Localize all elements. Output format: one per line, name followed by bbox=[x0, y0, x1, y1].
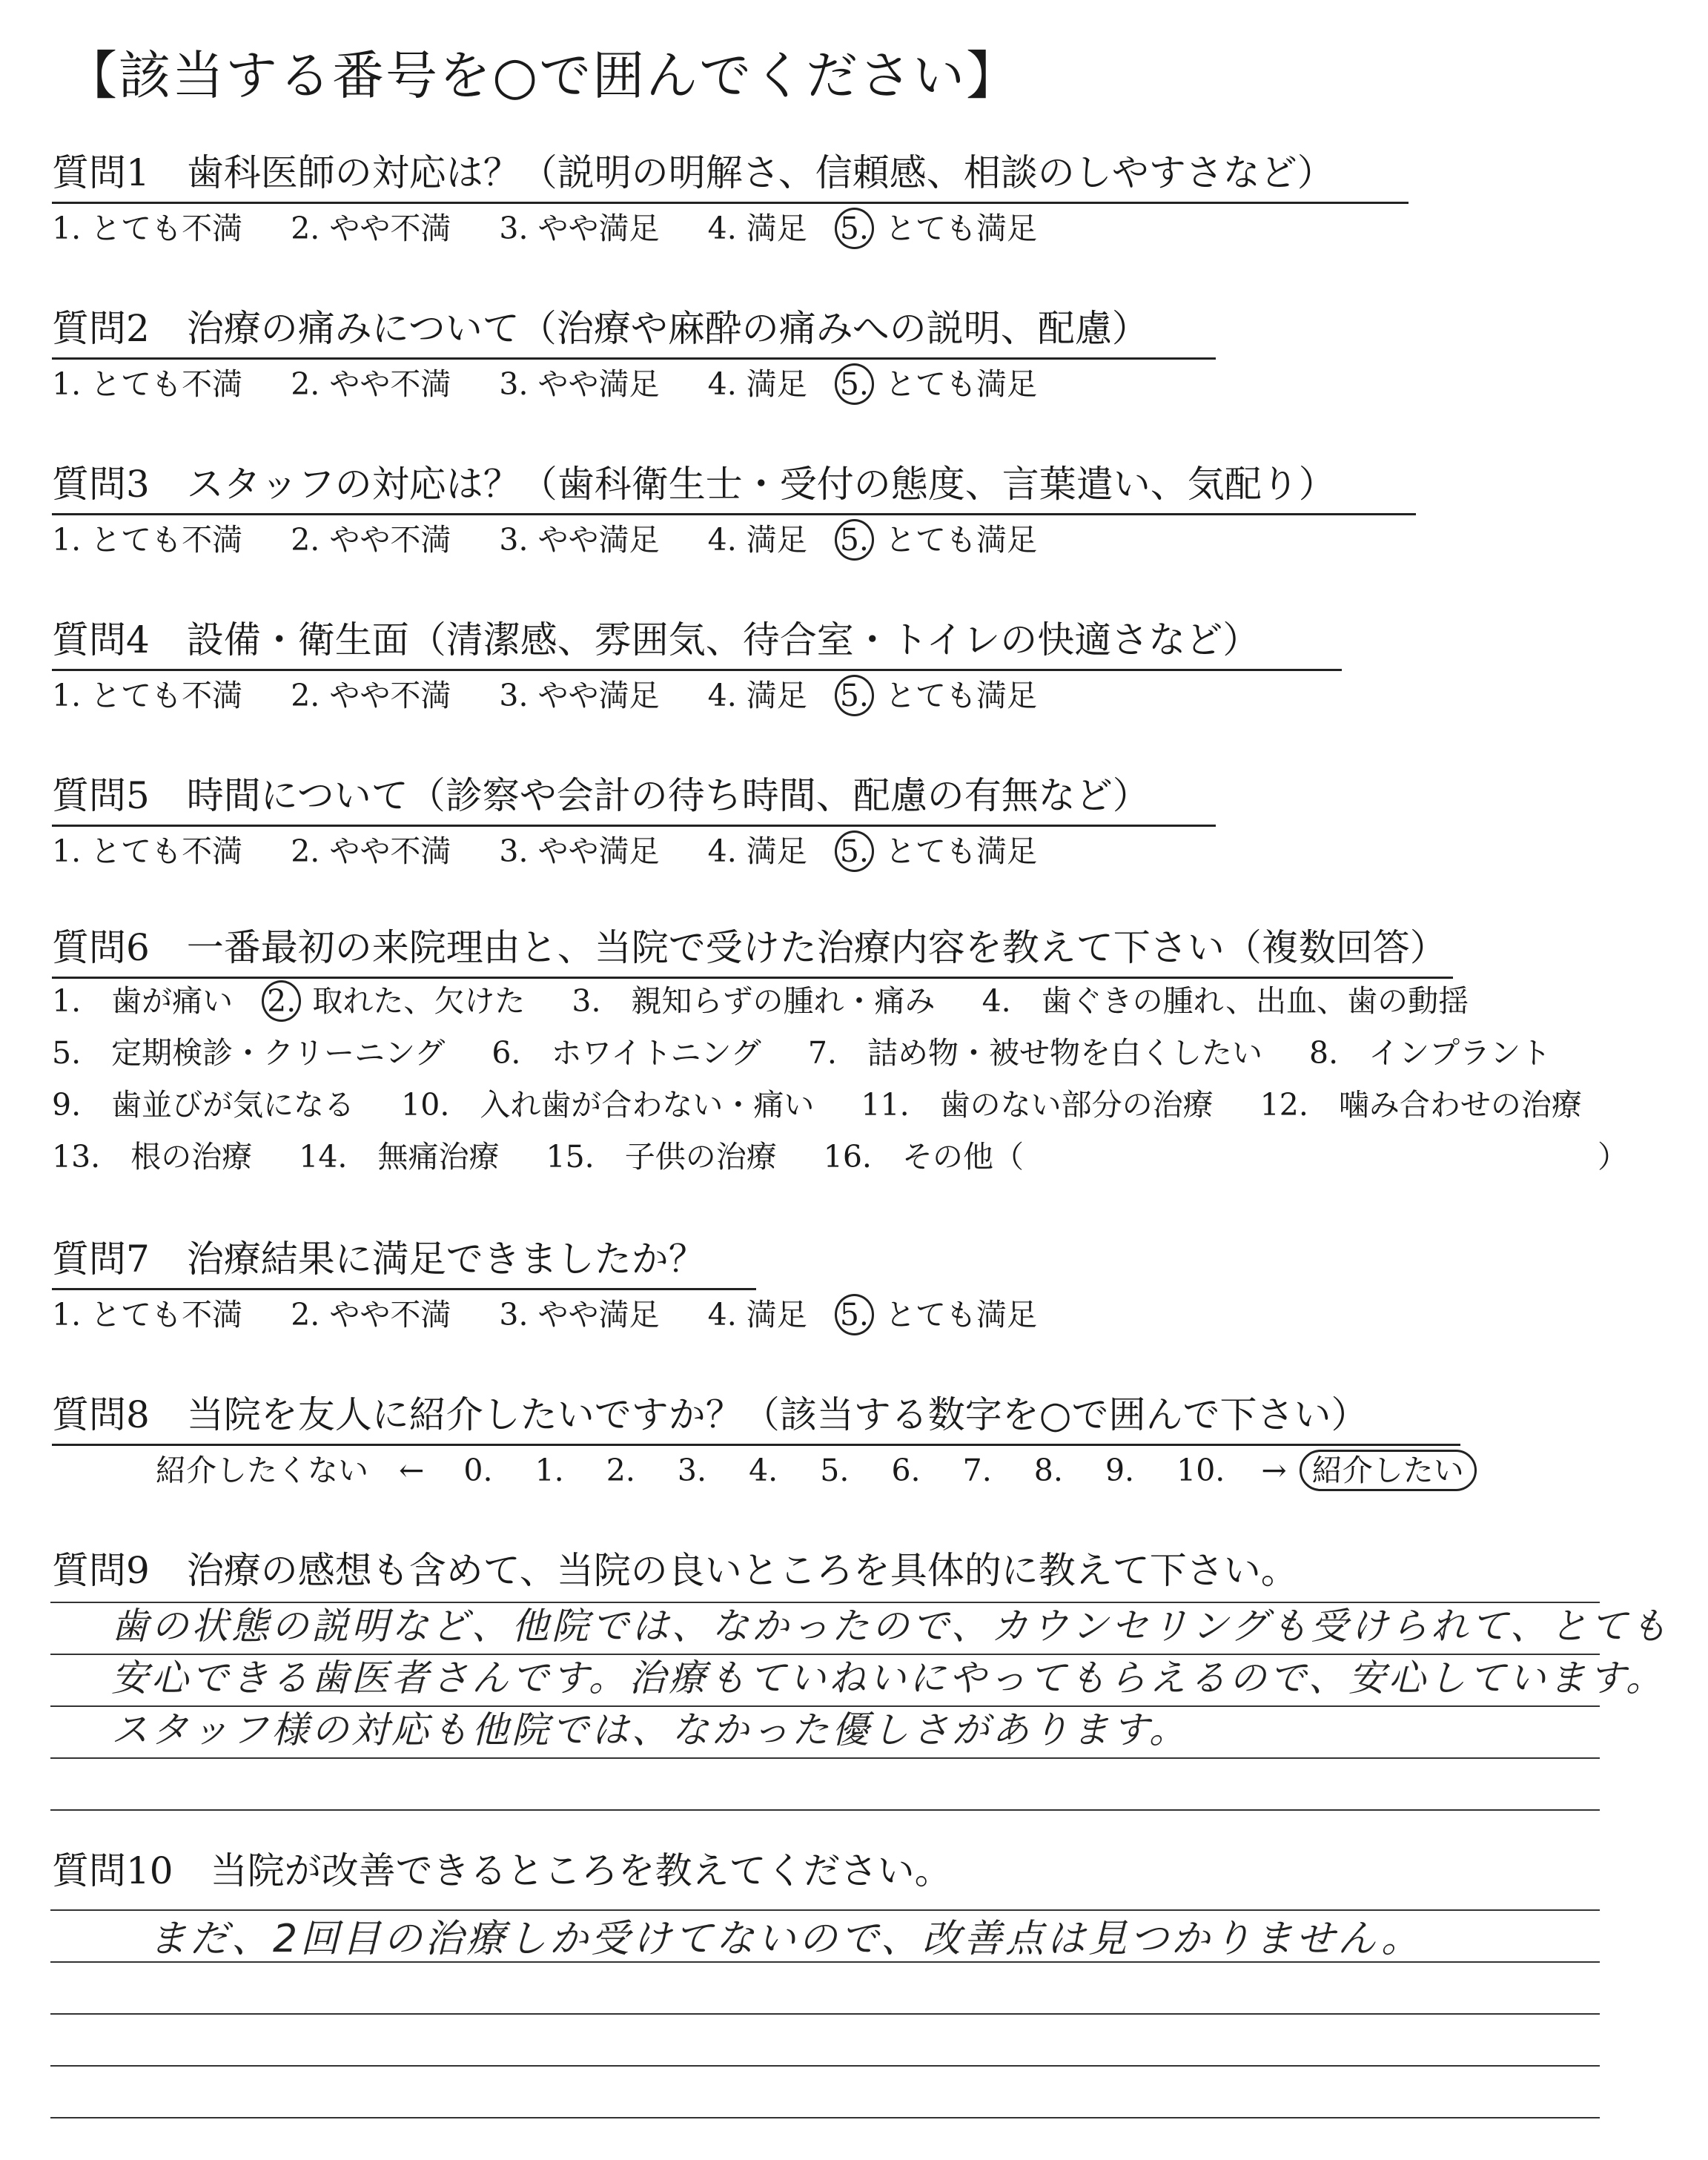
question-2-underline bbox=[52, 357, 1216, 360]
question-4: 質問4 設備・衛生面（清潔感、雰囲気、待合室・トイレの快適さなど） bbox=[52, 618, 1260, 661]
question-1-options bbox=[52, 208, 1037, 249]
q6-option-3[interactable]: 3. 親知らずの腫れ・痛み bbox=[572, 983, 936, 1019]
question-6-row-2 bbox=[52, 1032, 1551, 1074]
scale-10[interactable]: 10. bbox=[1176, 1453, 1225, 1488]
option-4[interactable]: 4. 満足 bbox=[707, 522, 807, 558]
answer-line-9-4 bbox=[50, 1757, 1600, 1759]
scale-4[interactable]: 4. bbox=[749, 1453, 778, 1488]
scale-3[interactable]: 3. bbox=[677, 1453, 707, 1488]
scale-8[interactable]: 8. bbox=[1033, 1453, 1063, 1488]
question-6-row-4 bbox=[52, 1136, 1024, 1178]
scale-right-label-circled[interactable]: 紹介したい bbox=[1300, 1450, 1477, 1491]
option-3[interactable]: 3. やや満足 bbox=[499, 833, 660, 869]
q6-option-5[interactable]: 5. 定期検診・クリーニング bbox=[52, 1035, 446, 1071]
option-5-circled[interactable]: 5. bbox=[835, 830, 874, 872]
option-2[interactable]: 2. やや不満 bbox=[291, 522, 451, 558]
question-9: 質問9 治療の感想も含めて、当院の良いところを具体的に教えて下さい。 bbox=[52, 1549, 1298, 1592]
answer-line-10-3 bbox=[50, 2013, 1600, 2015]
option-2[interactable]: 2. やや不満 bbox=[291, 833, 451, 869]
question-8-scale bbox=[156, 1450, 1477, 1491]
option-1[interactable]: 1. とても不満 bbox=[52, 678, 243, 713]
scale-6[interactable]: 6. bbox=[891, 1453, 921, 1488]
q6-other-close: ） bbox=[1598, 1139, 1628, 1175]
answer-line-10-4 bbox=[50, 2065, 1600, 2067]
question-3: 質問3 スタッフの対応は？（歯科衛生士・受付の態度、言葉遣い、気配り） bbox=[52, 463, 1336, 506]
q6-option-13[interactable]: 13. 根の治療 bbox=[52, 1139, 253, 1175]
q6-option-2-label: 取れた、欠けた bbox=[312, 983, 526, 1019]
page-title: 【該当する番号を○で囲んでください】 bbox=[65, 45, 1020, 106]
question-8-underline bbox=[52, 1444, 1460, 1446]
option-1[interactable]: 1. とても不満 bbox=[52, 1297, 243, 1332]
question-5-options bbox=[52, 830, 1037, 872]
option-3[interactable]: 3. やや満足 bbox=[499, 678, 660, 713]
q6-option-14[interactable]: 14. 無痛治療 bbox=[299, 1139, 500, 1175]
q6-option-2-circled[interactable]: 2. bbox=[262, 980, 301, 1022]
question-2: 質問2 治療の痛みについて（治療や麻酔の痛みへの説明、配慮） bbox=[52, 307, 1149, 350]
option-5-label: とても満足 bbox=[884, 833, 1037, 869]
option-5-circled[interactable]: 5. bbox=[835, 1294, 874, 1335]
scale-1[interactable]: 1. bbox=[534, 1453, 564, 1488]
scale-left-label: 紹介したくない ← bbox=[156, 1453, 425, 1488]
question-1: 質問1 歯科医師の対応は？（説明の明解さ、信頼感、相談のしやすさなど） bbox=[52, 151, 1334, 194]
question-8: 質問8 当院を友人に紹介したいですか？（該当する数字を○で囲んで下さい） bbox=[52, 1393, 1368, 1436]
option-5-label: とても満足 bbox=[884, 211, 1037, 246]
option-4[interactable]: 4. 満足 bbox=[707, 833, 807, 869]
option-3[interactable]: 3. やや満足 bbox=[499, 1297, 660, 1332]
q6-option-4[interactable]: 4. 歯ぐきの腫れ、出血、歯の動揺 bbox=[982, 983, 1469, 1019]
scale-2[interactable]: 2. bbox=[606, 1453, 635, 1488]
option-1[interactable]: 1. とても不満 bbox=[52, 833, 243, 869]
option-1[interactable]: 1. とても不満 bbox=[52, 522, 243, 558]
option-2[interactable]: 2. やや不満 bbox=[291, 211, 451, 246]
option-4[interactable]: 4. 満足 bbox=[707, 366, 807, 402]
q6-option-15[interactable]: 15. 子供の治療 bbox=[546, 1139, 777, 1175]
question-7: 質問7 治療結果に満足できましたか？ bbox=[52, 1238, 706, 1281]
question-6-row-3 bbox=[52, 1084, 1582, 1126]
q6-option-7[interactable]: 7. 詰め物・被せ物を白くしたい bbox=[807, 1035, 1262, 1071]
question-6: 質問6 一番最初の来院理由と、当院で受けた治療内容を教えて下さい（複数回答） bbox=[52, 926, 1447, 969]
q9-answer-line-1: 歯の状態の説明など、他院では、なかったので、カウンセリングも受けられて、とても bbox=[111, 1605, 1670, 1648]
option-1[interactable]: 1. とても不満 bbox=[52, 211, 243, 246]
answer-line-10-1 bbox=[50, 1909, 1600, 1911]
question-6-row-1 bbox=[52, 980, 1469, 1022]
option-5-label: とても満足 bbox=[884, 1297, 1037, 1332]
option-2[interactable]: 2. やや不満 bbox=[291, 678, 451, 713]
option-2[interactable]: 2. やや不満 bbox=[291, 366, 451, 402]
q9-answer-line-3: スタッフ様の対応も他院では、なかった優しさがあります。 bbox=[111, 1708, 1189, 1751]
q6-option-11[interactable]: 11. 歯のない部分の治療 bbox=[861, 1087, 1214, 1123]
option-4[interactable]: 4. 満足 bbox=[707, 1297, 807, 1332]
q9-answer-line-2: 安心できる歯医者さんです。治療もていねいにやってもらえるので、安心しています。 bbox=[111, 1657, 1666, 1700]
question-3-underline bbox=[52, 513, 1416, 515]
answer-line-10-5 bbox=[50, 2117, 1600, 2118]
question-7-underline bbox=[52, 1288, 756, 1290]
question-6-underline bbox=[52, 977, 1453, 979]
option-1[interactable]: 1. とても不満 bbox=[52, 366, 243, 402]
scale-5[interactable]: 5. bbox=[820, 1453, 850, 1488]
scale-0[interactable]: 0. bbox=[463, 1453, 493, 1488]
option-5-label: とても満足 bbox=[884, 678, 1037, 713]
q10-answer-line-1: まだ、2回目の治療しか受けてないので、改善点は見つかりません。 bbox=[148, 1917, 1423, 1961]
question-1-underline bbox=[52, 202, 1409, 204]
q6-option-8[interactable]: 8. インプラント bbox=[1309, 1035, 1552, 1071]
q6-option-16[interactable]: 16. その他（ bbox=[823, 1139, 1024, 1175]
q6-option-12[interactable]: 12. 噛み合わせの治療 bbox=[1260, 1087, 1582, 1123]
scale-7[interactable]: 7. bbox=[962, 1453, 992, 1488]
option-3[interactable]: 3. やや満足 bbox=[499, 211, 660, 246]
scale-9[interactable]: 9. bbox=[1105, 1453, 1135, 1488]
question-2-options bbox=[52, 363, 1037, 405]
question-10: 質問10 当院が改善できるところを教えてください。 bbox=[52, 1849, 952, 1892]
option-3[interactable]: 3. やや満足 bbox=[499, 522, 660, 558]
option-5-circled[interactable]: 5. bbox=[835, 519, 874, 561]
question-5-underline bbox=[52, 825, 1216, 827]
question-3-options bbox=[52, 519, 1037, 561]
q6-option-1[interactable]: 1. 歯が痛い bbox=[52, 983, 234, 1019]
q6-option-6[interactable]: 6. ホワイトニング bbox=[491, 1035, 761, 1071]
option-2[interactable]: 2. やや不満 bbox=[291, 1297, 451, 1332]
question-4-options bbox=[52, 675, 1037, 716]
option-4[interactable]: 4. 満足 bbox=[707, 211, 807, 246]
option-4[interactable]: 4. 満足 bbox=[707, 678, 807, 713]
answer-line-9-5 bbox=[50, 1809, 1600, 1811]
option-5-label: とても満足 bbox=[884, 366, 1037, 402]
q6-option-10[interactable]: 10. 入れ歯が合わない・痛い bbox=[401, 1087, 815, 1123]
option-3[interactable]: 3. やや満足 bbox=[499, 366, 660, 402]
question-7-options bbox=[52, 1294, 1037, 1335]
q6-option-9[interactable]: 9. 歯並びが気になる bbox=[52, 1087, 355, 1123]
option-5-circled[interactable]: 5. bbox=[835, 208, 874, 249]
option-5-circled[interactable]: 5. bbox=[835, 675, 874, 716]
scale-arrow: → bbox=[1261, 1453, 1287, 1488]
question-4-underline bbox=[52, 669, 1342, 671]
option-5-label: とても満足 bbox=[884, 522, 1037, 558]
option-5-circled[interactable]: 5. bbox=[835, 363, 874, 405]
question-5: 質問5 時間について（診察や会計の待ち時間、配慮の有無など） bbox=[52, 774, 1150, 817]
